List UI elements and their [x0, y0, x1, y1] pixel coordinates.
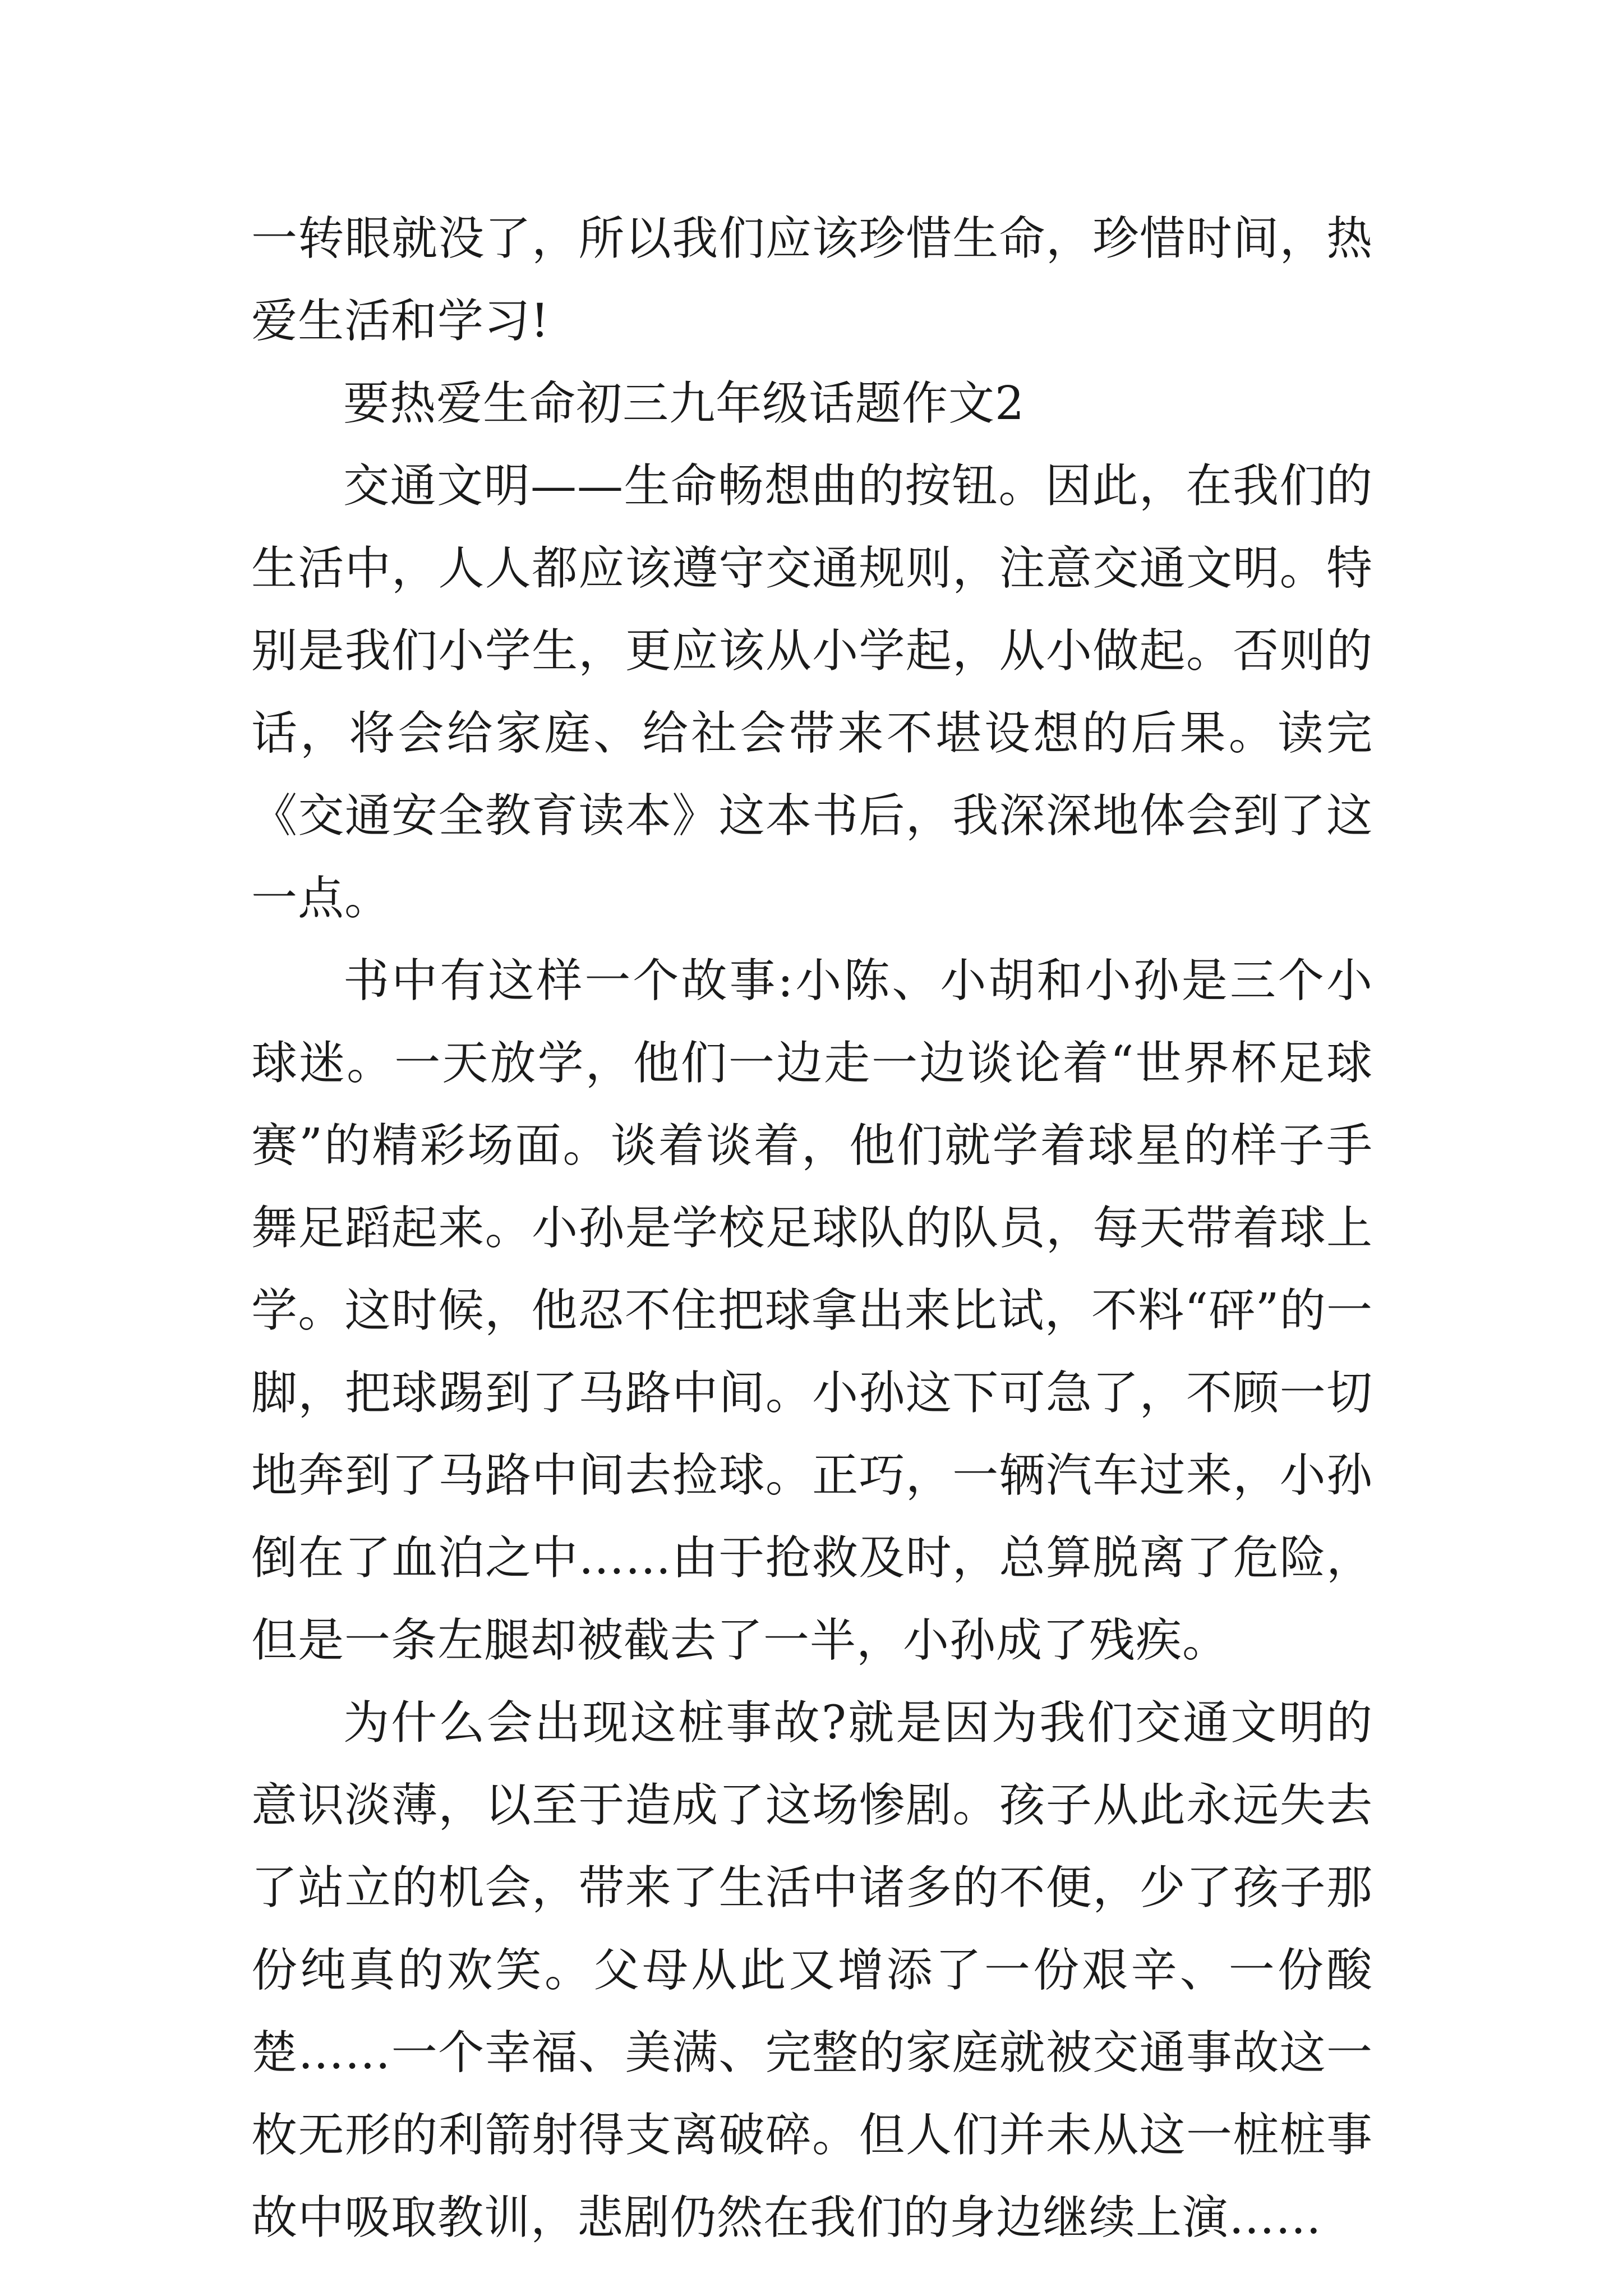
- paragraph-reflection: 为什么会出现这桩事故?就是因为我们交通文明的意识淡薄，以至于造成了这场惨剧。孩子从此永远失去了站立的机会，带来了生活中诸多的不便，少了孩子那份纯真的欢笑。父母从此又增添了一份艰辛、一份酸楚……一个幸福、美满、完整的家庭就被交通事故这一枚无形的利箭射得支离破碎。但人们并未从这一桩桩事故中吸取教训，悲剧仍然在我们的身边继续上演……: [251, 1696, 1373, 2244]
- paragraph-intro: 交通文明——生命畅想曲的按钮。因此，在我们的生活中，人人都应该遵守交通规则，注意交通文明。特别是我们小学生，更应该从小学起，从小做起。否则的话，将会给家庭、给社会带来不堪设想的后果。读完《交通安全教育读本》这本书后，我深深地体会到了这一点。: [251, 459, 1373, 925]
- paragraph-story: 书中有这样一个故事:小陈、小胡和小孙是三个小球迷。一天放学，他们一边走一边谈论着“世界杯足球赛”的精彩场面。谈着谈着，他们就学着球星的样子手舞足蹈起来。小孙是学校足球队的队员，每天带着球上学。这时候，他忍不住把球拿出来比试，不料“砰”的一脚，把球踢到了马路中间。小孙这下可急了，不顾一切地奔到了马路中间去捡球。正巧，一辆汽车过来，小孙倒在了血泊之中……由于抢救及时，总算脱离了危险，但是一条左腿却被截去了一半，小孙成了残疾。: [251, 954, 1373, 1667]
- document-body: [251, 197, 1373, 2259]
- essay-title: 要热爱生命初三九年级话题作文2: [343, 377, 1025, 430]
- paragraph-continuation: 一转眼就没了，所以我们应该珍惜生命，珍惜时间，热爱生活和学习!: [251, 212, 1373, 348]
